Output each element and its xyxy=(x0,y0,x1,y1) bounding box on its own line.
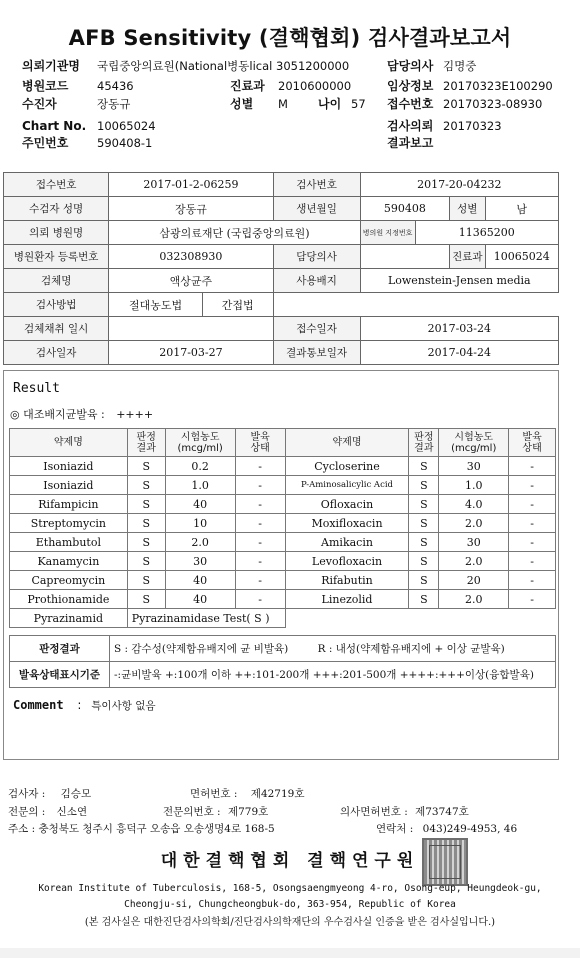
drug-name: Isoniazid xyxy=(10,457,128,476)
header-growth: 발육 상태 xyxy=(509,429,556,457)
test-no: 2017-20-04232 xyxy=(360,173,558,197)
doctor-label: 담당의사 xyxy=(387,59,434,73)
patient-reg: 032308930 xyxy=(109,245,273,269)
receive-date: 2017-03-24 xyxy=(360,317,558,341)
sex-label: 성별 xyxy=(450,197,485,221)
specialist-label: 전문의 : xyxy=(8,806,46,818)
drug-name: Levofloxacin xyxy=(285,552,409,571)
pza-row xyxy=(10,609,556,628)
license-label: 면허번호 : xyxy=(190,788,238,800)
collector-label: 수진자 xyxy=(22,97,57,111)
control-value: ++++ xyxy=(116,408,154,421)
drug-name: Cycloserine xyxy=(285,457,409,476)
examiner-label: 검사자 : xyxy=(8,788,46,800)
doctor-label: 담당의사 xyxy=(273,245,360,269)
drug-row xyxy=(10,552,556,571)
doctor-value xyxy=(360,245,449,269)
requesting-org-label: 의뢰기관명 xyxy=(22,59,80,73)
drug-result: S xyxy=(409,495,439,514)
drug-result: S xyxy=(127,514,165,533)
report-title: AFB Sensitivity (결핵협회) 검사결과보고서 xyxy=(68,26,512,50)
drug-growth: - xyxy=(509,590,556,609)
drug-concentration: 2.0 xyxy=(165,533,235,552)
resident-no-value: 590408-1 xyxy=(97,136,153,150)
specimen-label: 검체명 xyxy=(4,269,109,293)
pza-drug: Pyrazinamid xyxy=(10,609,128,628)
birth-label: 생년월일 xyxy=(273,197,360,221)
spec-no-value: 제779호 xyxy=(227,806,269,818)
specimen: 액상균주 xyxy=(109,269,273,293)
pza-result: Pyrazinamidase Test( S ) xyxy=(127,609,285,628)
drug-name: Kanamycin xyxy=(10,552,128,571)
method-2: 간접법 xyxy=(202,293,273,317)
drug-name: Streptomycin xyxy=(10,514,128,533)
medium: Lowenstein-Jensen media xyxy=(360,269,558,293)
resident-no-label: 주민번호 xyxy=(22,136,69,150)
report-date-label: 결과통보일자 xyxy=(273,341,360,365)
drug-concentration: 40 xyxy=(165,495,235,514)
chart-no-value: 10065024 xyxy=(97,119,156,133)
collector-value: 장동규 xyxy=(97,97,131,111)
legend-table xyxy=(9,635,556,688)
drug-result: S xyxy=(127,495,165,514)
contact-value: 043)249-4953, 46 xyxy=(422,823,518,835)
request-label: 검사의뢰 xyxy=(387,119,434,133)
report-label: 결과보고 xyxy=(387,136,434,150)
specialist-no xyxy=(163,804,268,819)
method-1: 절대농도법 xyxy=(109,293,203,317)
examiner-value: 김승모 xyxy=(60,788,92,800)
judge-label: 판정결과 xyxy=(10,636,110,662)
drug-name: Rifampicin xyxy=(10,495,128,514)
institute-address-en-1: Korean Institute of Tuberculosis, 168-5, Osongsaengmyeong 4-ro, Osong-eup, Heungdeok-gu, xyxy=(38,883,542,894)
drug-name: Linezolid xyxy=(285,590,409,609)
drug-concentration: 4.0 xyxy=(439,495,509,514)
drug-growth: - xyxy=(235,476,285,495)
drug-result: S xyxy=(409,457,439,476)
header-judge: 판정 결과 xyxy=(127,429,165,457)
drug-growth: - xyxy=(235,552,285,571)
hospital-code-label: 병원코드 xyxy=(22,79,69,93)
license-value: 제42719호 xyxy=(250,788,305,800)
drug-result: S xyxy=(127,552,165,571)
comment-sep: : xyxy=(77,698,82,712)
drug-name: Isoniazid xyxy=(10,476,128,495)
dept-label: 진료과 xyxy=(230,79,265,93)
growth-legend-label: 발육상태표시기준 xyxy=(10,662,110,688)
drug-concentration: 2.0 xyxy=(439,590,509,609)
sex: 남 xyxy=(485,197,559,221)
birth: 590408 xyxy=(360,197,449,221)
request-value: 20170323 xyxy=(443,119,502,133)
patient-reg-label: 병원환자 등록번호 xyxy=(4,245,109,269)
receipt-no-label: 접수번호 xyxy=(387,97,434,111)
drug-row xyxy=(10,495,556,514)
header-drug: 약제명 xyxy=(10,429,128,457)
drug-row xyxy=(10,476,556,495)
drug-result: S xyxy=(127,571,165,590)
drug-growth: - xyxy=(509,495,556,514)
receipt-no: 2017-01-2-06259 xyxy=(109,173,273,197)
contact xyxy=(376,821,517,836)
contact-label: 연락처 : xyxy=(376,823,414,835)
drug-result: S xyxy=(409,552,439,571)
med-license-value: 제73747호 xyxy=(415,806,469,818)
judge-r: R : 내성(약제함유배지에 + 이상 균발육) xyxy=(317,643,505,655)
age-label: 나이 xyxy=(318,97,342,111)
drug-growth: - xyxy=(235,514,285,533)
certification-note: (본 검사실은 대한진단검사의학회/진단검사의학재단의 우수검사실 인증을 받은 검사실입니다.) xyxy=(84,917,496,928)
drug-concentration: 1.0 xyxy=(165,476,235,495)
age-value: 57 xyxy=(351,97,366,111)
specialist xyxy=(8,804,87,819)
drug-result: S xyxy=(409,514,439,533)
drug-growth: - xyxy=(509,571,556,590)
drug-name: Ofloxacin xyxy=(285,495,409,514)
spec-no-label: 전문의번호 : xyxy=(163,806,221,818)
result-title: Result xyxy=(13,381,60,396)
drug-result: S xyxy=(409,571,439,590)
control-growth xyxy=(10,406,153,422)
drug-growth: - xyxy=(235,533,285,552)
judge-s: S : 감수성(약제함유배지에 균 비발육) xyxy=(114,643,289,655)
examiner xyxy=(8,786,91,801)
drug-row xyxy=(10,571,556,590)
drug-concentration: 30 xyxy=(165,552,235,571)
test-date-label: 검사일자 xyxy=(4,341,109,365)
drug-name: P-Aminosalicylic Acid xyxy=(285,476,409,495)
result-section xyxy=(3,370,559,760)
drug-sensitivity-table xyxy=(9,428,556,628)
drug-growth: - xyxy=(509,514,556,533)
hosp-reg-label: 병의원 지정번호 xyxy=(360,221,415,245)
report-date: 2017-04-24 xyxy=(360,341,558,365)
drug-concentration: 2.0 xyxy=(439,514,509,533)
header-drug: 약제명 xyxy=(285,429,409,457)
drug-row xyxy=(10,514,556,533)
drug-concentration: 30 xyxy=(439,457,509,476)
hospital-label: 의뢰 병원명 xyxy=(4,221,109,245)
drug-growth: - xyxy=(235,495,285,514)
drug-row xyxy=(10,457,556,476)
drug-name: Prothionamide xyxy=(10,590,128,609)
receipt-no-label: 접수번호 xyxy=(4,173,109,197)
drug-result: S xyxy=(127,533,165,552)
comment-value: 특이사항 없음 xyxy=(91,700,156,712)
dept: 10065024 xyxy=(485,245,559,269)
drug-name: Ethambutol xyxy=(10,533,128,552)
drug-row xyxy=(10,533,556,552)
drug-concentration: 20 xyxy=(439,571,509,590)
drug-growth: - xyxy=(235,590,285,609)
drug-result: S xyxy=(127,590,165,609)
header-conc: 시험농도 (mcg/ml) xyxy=(165,429,235,457)
drug-name: Rifabutin xyxy=(285,571,409,590)
drug-concentration: 1.0 xyxy=(439,476,509,495)
test-no-label: 검사번호 xyxy=(273,173,360,197)
drug-result: S xyxy=(127,457,165,476)
drug-concentration: 0.2 xyxy=(165,457,235,476)
hospital: 삼광의료재단 (국립중앙의료원) xyxy=(109,221,360,245)
control-label: ◎ 대조배지균발육 : xyxy=(10,408,105,421)
dept-label: 진료과 xyxy=(450,245,485,269)
drug-growth: - xyxy=(235,571,285,590)
drug-concentration: 40 xyxy=(165,571,235,590)
medical-license xyxy=(340,804,469,819)
sex-label: 성별 xyxy=(230,97,254,111)
drug-growth: - xyxy=(509,457,556,476)
drug-name: Amikacin xyxy=(285,533,409,552)
drug-growth: - xyxy=(235,457,285,476)
receipt-no-value: 20170323-08930 xyxy=(443,97,543,111)
drug-concentration: 30 xyxy=(439,533,509,552)
receive-date-label: 접수일자 xyxy=(273,317,360,341)
chart-no-label: Chart No. xyxy=(22,119,87,133)
drug-concentration: 40 xyxy=(165,590,235,609)
comment xyxy=(13,698,155,713)
official-seal-icon xyxy=(422,838,468,886)
medium-label: 사용배지 xyxy=(273,269,360,293)
clinical-info-value: 20170323E100290 xyxy=(443,79,553,93)
drug-result: S xyxy=(127,476,165,495)
patient-info-table xyxy=(3,172,559,365)
patient-name: 장동규 xyxy=(109,197,273,221)
drug-result: S xyxy=(409,476,439,495)
patient-name-label: 수검자 성명 xyxy=(4,197,109,221)
drug-concentration: 2.0 xyxy=(439,552,509,571)
license xyxy=(190,786,305,801)
requesting-org-value: 국립중앙의료원(National병동lical 3051200000 xyxy=(97,59,350,73)
hosp-reg: 11365200 xyxy=(415,221,558,245)
institute-name: 대한결핵협회 결핵연구원 xyxy=(160,851,420,871)
hospital-code-value: 45436 xyxy=(97,79,134,93)
collect-date-label: 검체채취 일시 xyxy=(4,317,109,341)
drug-row xyxy=(10,590,556,609)
header-judge: 판정 결과 xyxy=(409,429,439,457)
dept-value: 2010600000 xyxy=(278,79,352,93)
judge-legend xyxy=(110,636,556,662)
drug-name: Capreomycin xyxy=(10,571,128,590)
institute-address-en-2: Cheongju-si, Chungcheongbuk-do, 363-954, Republic of Korea xyxy=(124,899,456,910)
drug-result: S xyxy=(409,590,439,609)
drug-table-header xyxy=(10,429,556,457)
growth-legend: -:균비발육 +:100개 이하 ++:101-200개 +++:201-500개 ++++:+++이상(융합발육) xyxy=(110,662,556,688)
collect-date xyxy=(109,317,273,341)
sex-value: M xyxy=(278,97,288,111)
comment-label: Comment xyxy=(13,698,64,712)
drug-name: Moxifloxacin xyxy=(285,514,409,533)
drug-concentration: 10 xyxy=(165,514,235,533)
method-label: 검사방법 xyxy=(4,293,109,317)
header-growth: 발육 상태 xyxy=(235,429,285,457)
header-conc: 시험농도 (mcg/ml) xyxy=(439,429,509,457)
specialist-value: 신소연 xyxy=(56,806,88,818)
drug-growth: - xyxy=(509,552,556,571)
drug-growth: - xyxy=(509,476,556,495)
doctor-value: 김명중 xyxy=(443,59,477,73)
drug-growth: - xyxy=(509,533,556,552)
test-date: 2017-03-27 xyxy=(109,341,273,365)
med-license-label: 의사면허번호 : xyxy=(340,806,408,818)
clinical-info-label: 임상정보 xyxy=(387,79,434,93)
address: 주소 : 충청북도 청주시 흥덕구 오송읍 오송생명4로 168-5 xyxy=(8,823,275,835)
drug-result: S xyxy=(409,533,439,552)
